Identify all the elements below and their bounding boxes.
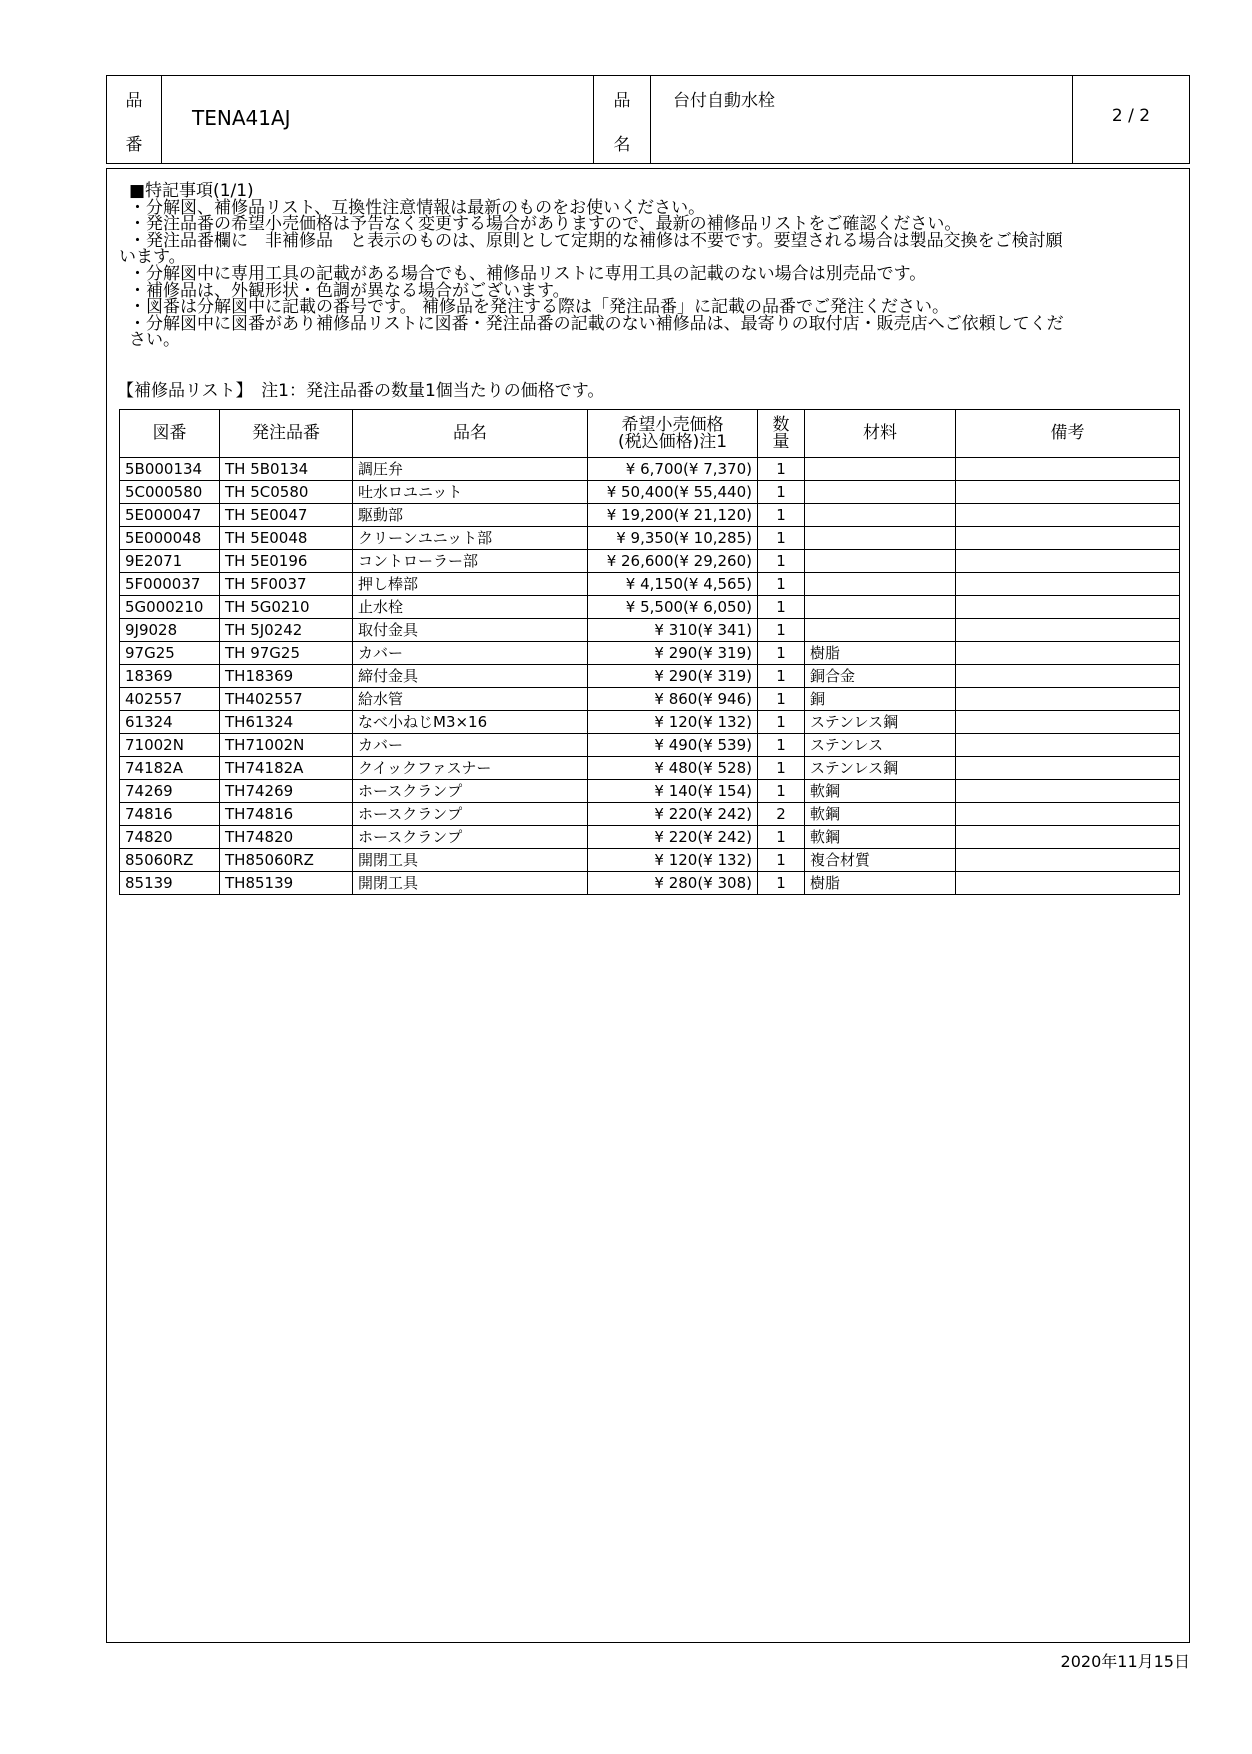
notes-line: ・図番は分解図中に記載の番号です。 補修品を発注する際は「発注品番」に記載の品番でご発注ください。	[129, 297, 950, 318]
cell-order-no: TH402557	[220, 688, 353, 711]
cell-name: コントローラー部	[353, 550, 588, 573]
cell-qty: 1	[758, 665, 805, 688]
cell-price: ¥ 6,700(¥ 7,370)	[588, 458, 758, 481]
cell-remarks	[956, 573, 1180, 596]
cell-remarks	[956, 849, 1180, 872]
cell-fig-no: 71002N	[120, 734, 220, 757]
table-row	[120, 642, 1180, 665]
cell-price: ¥ 50,400(¥ 55,440)	[588, 481, 758, 504]
cell-fig-no: 85139	[120, 872, 220, 895]
part-name: 台付自動水栓	[673, 91, 775, 111]
cell-order-no: TH18369	[220, 665, 353, 688]
table-row	[120, 504, 1180, 527]
cell-name: ホースクランプ	[353, 803, 588, 826]
cell-remarks	[956, 527, 1180, 550]
cell-fig-no: 61324	[120, 711, 220, 734]
notes-line: ・分解図中に図番があり補修品リストに図番・発注品番の記載のない補修品は、最寄りの取付店・販売店へご依頼してくだ	[129, 313, 1064, 334]
cell-remarks	[956, 458, 1180, 481]
cell-qty: 1	[758, 458, 805, 481]
cell-fig-no: 402557	[120, 688, 220, 711]
cell-order-no: TH74182A	[220, 757, 353, 780]
cell-fig-no: 74182A	[120, 757, 220, 780]
cell-name: クリーンユニット部	[353, 527, 588, 550]
cell-price: ¥ 290(¥ 319)	[588, 642, 758, 665]
cell-material: 軟鋼	[805, 780, 956, 803]
part-number-cell	[162, 76, 594, 163]
cell-material	[805, 619, 956, 642]
cell-remarks	[956, 872, 1180, 895]
table-row	[120, 826, 1180, 849]
cell-name: 給水管	[353, 688, 588, 711]
parts-table	[119, 409, 1180, 895]
cell-qty: 1	[758, 872, 805, 895]
notes-line: さい。	[129, 330, 180, 351]
cell-remarks	[956, 734, 1180, 757]
col-qty-line2: 量	[772, 431, 790, 452]
cell-material	[805, 458, 956, 481]
cell-name: 開閉工具	[353, 849, 588, 872]
cell-remarks	[956, 826, 1180, 849]
cell-name: なべ小ねじM3×16	[353, 711, 588, 734]
cell-remarks	[956, 550, 1180, 573]
table-row	[120, 849, 1180, 872]
cell-name: 吐水ロユニット	[353, 481, 588, 504]
col-price-line2: (税込価格)注1	[617, 431, 728, 452]
issue-date: 2020年11月15日	[1060, 1652, 1190, 1671]
cell-order-no: TH74820	[220, 826, 353, 849]
cell-remarks	[956, 665, 1180, 688]
cell-name: 締付金具	[353, 665, 588, 688]
cell-remarks	[956, 642, 1180, 665]
cell-fig-no: 74269	[120, 780, 220, 803]
cell-name: 開閉工具	[353, 872, 588, 895]
cell-order-no: TH74269	[220, 780, 353, 803]
cell-price: ¥ 4,150(¥ 4,565)	[588, 573, 758, 596]
cell-name: 駆動部	[353, 504, 588, 527]
notes-line: ・発注品番欄に 非補修品 と表示のものは、原則として定期的な補修は不要です。要望される場合は製品交換をご検討願	[129, 230, 1063, 251]
notes-line: ・発注品番の希望小売価格は予告なく変更する場合がありますので、最新の補修品リストをご確認ください。	[129, 214, 962, 235]
cell-qty: 1	[758, 596, 805, 619]
cell-material	[805, 504, 956, 527]
cell-qty: 1	[758, 573, 805, 596]
cell-order-no: TH 5C0580	[220, 481, 353, 504]
col-qty-line1: 数	[772, 414, 790, 435]
part-name-label-top: 品	[613, 91, 631, 111]
cell-material: 軟鋼	[805, 803, 956, 826]
cell-name: 取付金具	[353, 619, 588, 642]
cell-name: 止水栓	[353, 596, 588, 619]
cell-fig-no: 5C000580	[120, 481, 220, 504]
cell-material: ステンレス鋼	[805, 711, 956, 734]
table-row	[120, 596, 1180, 619]
cell-remarks	[956, 780, 1180, 803]
cell-qty: 2	[758, 803, 805, 826]
cell-remarks	[956, 596, 1180, 619]
col-price	[588, 410, 758, 458]
table-row	[120, 780, 1180, 803]
cell-price: ¥ 310(¥ 341)	[588, 619, 758, 642]
cell-name: 押し棒部	[353, 573, 588, 596]
cell-material: ステンレス	[805, 734, 956, 757]
col-qty	[758, 410, 805, 458]
notes-line: ・分解図中に専用工具の記載がある場合でも、補修品リストに専用工具の記載のない場合は別売品です。	[129, 263, 927, 284]
cell-fig-no: 5E000048	[120, 527, 220, 550]
part-name-cell	[651, 76, 1073, 163]
table-row	[120, 734, 1180, 757]
cell-remarks	[956, 688, 1180, 711]
col-name: 品名	[353, 410, 588, 458]
table-row	[120, 527, 1180, 550]
cell-price: ¥ 9,350(¥ 10,285)	[588, 527, 758, 550]
cell-order-no: TH 5E0196	[220, 550, 353, 573]
cell-material	[805, 481, 956, 504]
cell-qty: 1	[758, 826, 805, 849]
cell-fig-no: 74820	[120, 826, 220, 849]
cell-material	[805, 527, 956, 550]
cell-price: ¥ 140(¥ 154)	[588, 780, 758, 803]
part-name-label-cell	[594, 76, 651, 163]
cell-material	[805, 573, 956, 596]
table-row	[120, 665, 1180, 688]
cell-order-no: TH 5J0242	[220, 619, 353, 642]
table-row	[120, 757, 1180, 780]
notes-line: ・分解図、補修品リスト、互換性注意情報は最新のものをお使いください。	[129, 197, 706, 218]
cell-qty: 1	[758, 504, 805, 527]
cell-fig-no: 9J9028	[120, 619, 220, 642]
table-row	[120, 688, 1180, 711]
part-number-label-bottom: 番	[125, 135, 143, 155]
part-name-label-bottom: 名	[613, 135, 631, 155]
table-row	[120, 550, 1180, 573]
cell-order-no: TH71002N	[220, 734, 353, 757]
table-row	[120, 872, 1180, 895]
cell-qty: 1	[758, 619, 805, 642]
cell-material: 銅合金	[805, 665, 956, 688]
cell-order-no: TH 5G0210	[220, 596, 353, 619]
cell-fig-no: 5F000037	[120, 573, 220, 596]
cell-fig-no: 74816	[120, 803, 220, 826]
cell-price: ¥ 5,500(¥ 6,050)	[588, 596, 758, 619]
cell-qty: 1	[758, 849, 805, 872]
main-box	[106, 168, 1190, 1643]
table-row	[120, 458, 1180, 481]
cell-qty: 1	[758, 688, 805, 711]
cell-fig-no: 5G000210	[120, 596, 220, 619]
cell-qty: 1	[758, 527, 805, 550]
cell-qty: 1	[758, 711, 805, 734]
col-price-line1: 希望小売価格	[621, 414, 724, 435]
cell-material: 樹脂	[805, 642, 956, 665]
cell-material: ステンレス鋼	[805, 757, 956, 780]
cell-qty: 1	[758, 481, 805, 504]
cell-fig-no: 5E000047	[120, 504, 220, 527]
cell-remarks	[956, 757, 1180, 780]
cell-price: ¥ 120(¥ 132)	[588, 849, 758, 872]
cell-price: ¥ 480(¥ 528)	[588, 757, 758, 780]
cell-order-no: TH85139	[220, 872, 353, 895]
cell-material: 銅	[805, 688, 956, 711]
cell-qty: 1	[758, 642, 805, 665]
col-material: 材料	[805, 410, 956, 458]
cell-remarks	[956, 711, 1180, 734]
cell-price: ¥ 120(¥ 132)	[588, 711, 758, 734]
table-header-row	[120, 410, 1180, 458]
part-number-label-cell	[107, 76, 162, 163]
cell-price: ¥ 220(¥ 242)	[588, 826, 758, 849]
cell-name: 調圧弁	[353, 458, 588, 481]
cell-price: ¥ 860(¥ 946)	[588, 688, 758, 711]
cell-order-no: TH 97G25	[220, 642, 353, 665]
cell-remarks	[956, 619, 1180, 642]
cell-order-no: TH 5B0134	[220, 458, 353, 481]
table-row	[120, 573, 1180, 596]
part-number-label-top: 品	[125, 91, 143, 111]
cell-material	[805, 596, 956, 619]
cell-remarks	[956, 504, 1180, 527]
cell-fig-no: 85060RZ	[120, 849, 220, 872]
col-fig-no: 図番	[120, 410, 220, 458]
cell-qty: 1	[758, 734, 805, 757]
cell-remarks	[956, 803, 1180, 826]
table-row	[120, 803, 1180, 826]
cell-price: ¥ 290(¥ 319)	[588, 665, 758, 688]
part-number: TENA41AJ	[192, 106, 291, 130]
cell-fig-no: 5B000134	[120, 458, 220, 481]
table-row	[120, 481, 1180, 504]
cell-fig-no: 9E2071	[120, 550, 220, 573]
header-box	[106, 75, 1190, 164]
cell-material: 樹脂	[805, 872, 956, 895]
cell-price: ¥ 19,200(¥ 21,120)	[588, 504, 758, 527]
cell-qty: 1	[758, 757, 805, 780]
parts-list-heading: 【補修品リスト】 注1：発注品番の数量1個当たりの価格です。	[117, 381, 605, 401]
cell-order-no: TH61324	[220, 711, 353, 734]
cell-price: ¥ 26,600(¥ 29,260)	[588, 550, 758, 573]
notes-title: ■特記事項(1/1)	[129, 181, 254, 201]
col-order-no: 発注品番	[220, 410, 353, 458]
cell-remarks	[956, 481, 1180, 504]
cell-order-no: TH 5E0047	[220, 504, 353, 527]
cell-order-no: TH74816	[220, 803, 353, 826]
notes-section	[119, 181, 1179, 351]
table-row	[120, 711, 1180, 734]
cell-material: 軟鋼	[805, 826, 956, 849]
cell-order-no: TH 5E0048	[220, 527, 353, 550]
cell-material: 複合材質	[805, 849, 956, 872]
cell-material	[805, 550, 956, 573]
cell-order-no: TH 5F0037	[220, 573, 353, 596]
cell-fig-no: 18369	[120, 665, 220, 688]
cell-fig-no: 97G25	[120, 642, 220, 665]
cell-price: ¥ 280(¥ 308)	[588, 872, 758, 895]
cell-qty: 1	[758, 550, 805, 573]
page-number: 2 / 2	[1111, 106, 1151, 126]
col-remarks: 備考	[956, 410, 1180, 458]
cell-name: ホースクランプ	[353, 780, 588, 803]
cell-name: クイックファスナー	[353, 757, 588, 780]
cell-price: ¥ 490(¥ 539)	[588, 734, 758, 757]
notes-line: います。	[119, 247, 186, 268]
cell-order-no: TH85060RZ	[220, 849, 353, 872]
notes-line: ・補修品は、外観形状・色調が異なる場合がございます。	[129, 280, 570, 301]
table-row	[120, 619, 1180, 642]
cell-name: カバー	[353, 734, 588, 757]
cell-price: ¥ 220(¥ 242)	[588, 803, 758, 826]
cell-qty: 1	[758, 780, 805, 803]
cell-name: ホースクランプ	[353, 826, 588, 849]
cell-name: カバー	[353, 642, 588, 665]
